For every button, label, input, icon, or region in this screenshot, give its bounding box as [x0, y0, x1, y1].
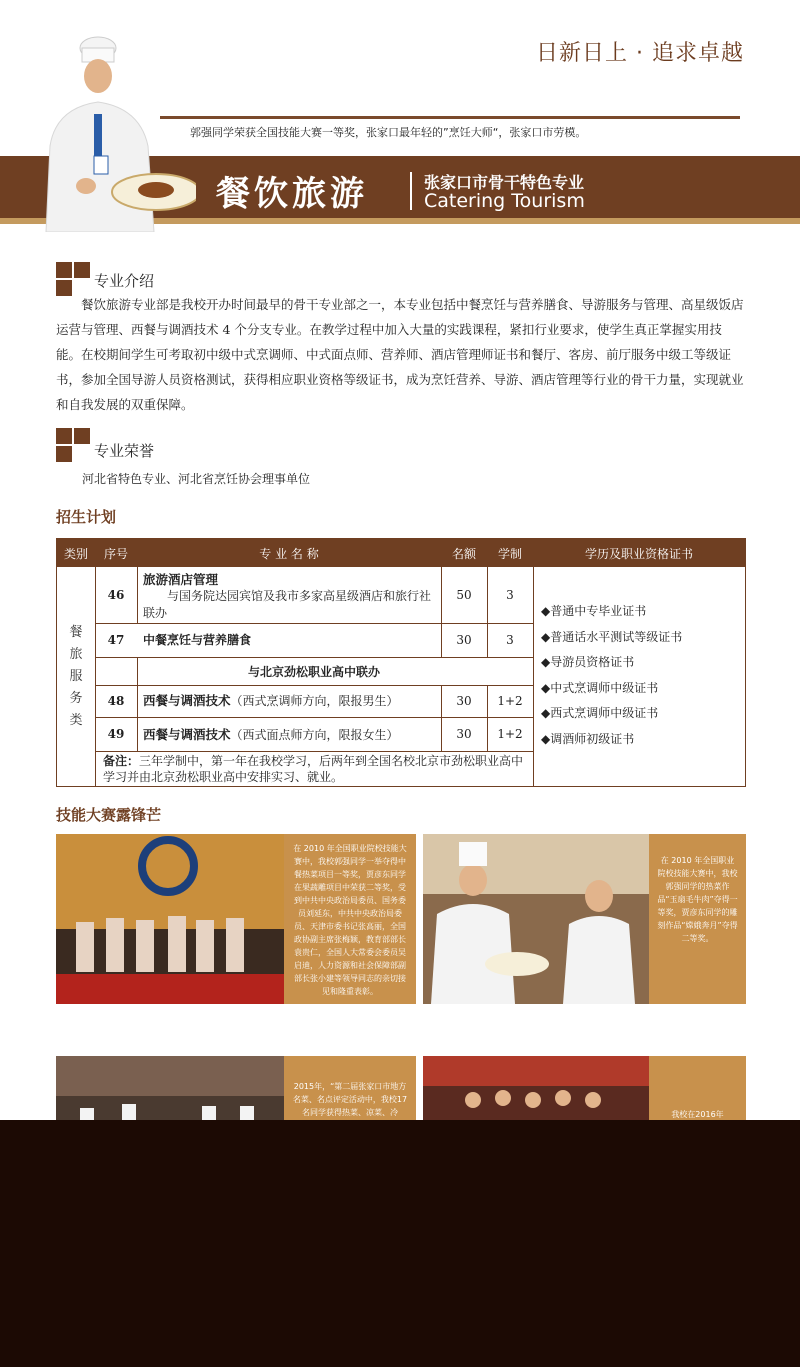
skill-card [56, 834, 416, 1004]
header-rule [160, 116, 740, 119]
table-row-quota: 30 [456, 727, 472, 741]
table-row-quota: 30 [456, 633, 472, 647]
table-row-years: 1+2 [497, 727, 523, 741]
chef-photo [36, 36, 196, 232]
chefs-photo [423, 834, 649, 1004]
honor-section-icon [56, 428, 90, 462]
cert-item: ◆中式烹调师中级证书 [541, 680, 659, 695]
intro-heading: 专业介绍 [94, 272, 155, 290]
cert-item: ◆西式烹调师中级证书 [541, 706, 659, 720]
skill-card-text: 在 2010 年全国职业院校技能大赛中，我校郭强同学一举夺得中餐热菜项目一等奖，贾彦东同学在果蔬雕项目中荣获二等奖，受到中共中央政治局委员、国务委员刘延东，中共中央政治局委员、天津市委书记张高丽，全国政协副主席张梅颖，教育部部长袁贵仁，全国人大常委会委员吴启迪，人力资源和社会保障部副部长张小建等领导同志的亲切接见和隆重表彰。 [284, 834, 416, 1004]
bottom-overlay [0, 1120, 800, 1367]
honor-heading: 专业荣誉 [94, 442, 155, 460]
col-header-years: 学制 [487, 539, 533, 567]
table-row-years: 1+2 [497, 694, 523, 708]
table-row-number: 47 [107, 633, 125, 647]
table-row-major: 中餐烹饪与营养膳食 [143, 633, 252, 647]
cert-item: ◆普通中专毕业证书 [541, 604, 647, 618]
intro-text: 餐饮旅游专业部是我校开办时间最早的骨干专业部之一，本专业包括中餐烹饪与营养膳食、导游服务与管理、高星级饭店运营与管理、西餐与调酒技术 4 个分支专业。在教学过程中加入大量的实践课程，紧扣行业要求，使学生真正掌握实用技能。在校期间学生可考取初中级中式烹调师、中式面点师、营养师、酒店管理师证书和餐厅、客房、前厅服务中级工等级证书，参加全国导游人员资格测试，获得相应职业资格等级证书，成为烹饪营养、导游、酒店管理等行业的骨干力量，实现就业和自我发展的双重保障。 [56, 297, 744, 412]
table-row-number: 49 [107, 727, 125, 741]
table-row-major: 西餐与调酒技术（西式烹调师方向，限报男生） [143, 693, 399, 708]
subtitle-en: Catering Tourism [424, 190, 585, 212]
category-cell: 餐 旅 服 务 类 [69, 624, 83, 728]
skill-card-text: 在 2010 年全国职业院校技能大赛中，我校郭强同学的热菜作品“玉扇毛牛肉”夺得一等奖，贾彦东同学的雕刻作品“嫦娥奔月”夺得二等奖。 [649, 834, 746, 1004]
slogan: 日新日上 · 追求卓越 [536, 41, 744, 66]
cert-item: ◆调酒师初级证书 [541, 731, 635, 746]
col-header-category: 类别 [57, 539, 95, 567]
table-row-major: 旅游酒店管理 与国务院达园宾馆及我市多家高星级酒店和旅行社联办 [143, 572, 432, 620]
award-ceremony-photo [56, 834, 284, 1004]
cert-list [541, 599, 746, 752]
header-caption: 郭强同学荣获全国技能大赛一等奖，张家口最年轻的”烹饪大师“，张家口市劳模。 [190, 126, 587, 139]
cert-item: ◆导游员资格证书 [541, 655, 635, 669]
skill-card-text: 我校在2016年 [649, 1056, 746, 1226]
joint-program-row: 与北京劲松职业高中联办 [247, 664, 380, 679]
table-row-years: 3 [506, 588, 514, 602]
table-row-major: 西餐与调酒技术（西式面点师方向，限报女生） [143, 727, 399, 742]
col-header-major: 专 业 名 称 [137, 539, 441, 567]
table-row-number: 48 [107, 694, 125, 708]
page-title: 餐饮旅游 [216, 174, 368, 214]
table-row-quota: 30 [456, 694, 472, 708]
col-header-certs: 学历及职业资格证书 [533, 539, 745, 567]
plan-heading: 招生计划 [56, 508, 117, 526]
title-separator [410, 172, 412, 210]
enrollment-table [56, 538, 746, 787]
honor-text: 河北省特色专业、河北省烹饪协会理事单位 [82, 472, 311, 486]
intro-section-icon [56, 262, 90, 296]
skills-heading: 技能大赛露锋芒 [56, 806, 162, 824]
col-header-number: 序号 [95, 539, 137, 567]
table-remark: 备注：三年学制中，第一年在我校学习，后两年到全国名校北京市劲松职业高中学习并由北京劲松职业高中安排实习、就业。 [103, 754, 524, 784]
col-header-quota: 名额 [441, 539, 487, 567]
skill-card-text: 2015年，“第二届张家口市地方名菜、名点评定活动中，我校17名同学获得热菜、凉菜、冷 [284, 1056, 416, 1226]
subtitle-cn: 张家口市骨干特色专业 [424, 173, 585, 192]
table-row-quota: 50 [456, 588, 472, 602]
skill-card [423, 834, 746, 1004]
table-row-number: 46 [107, 588, 125, 602]
cert-item: ◆普通话水平测试等级证书 [541, 629, 683, 644]
table-row-years: 3 [506, 633, 514, 647]
